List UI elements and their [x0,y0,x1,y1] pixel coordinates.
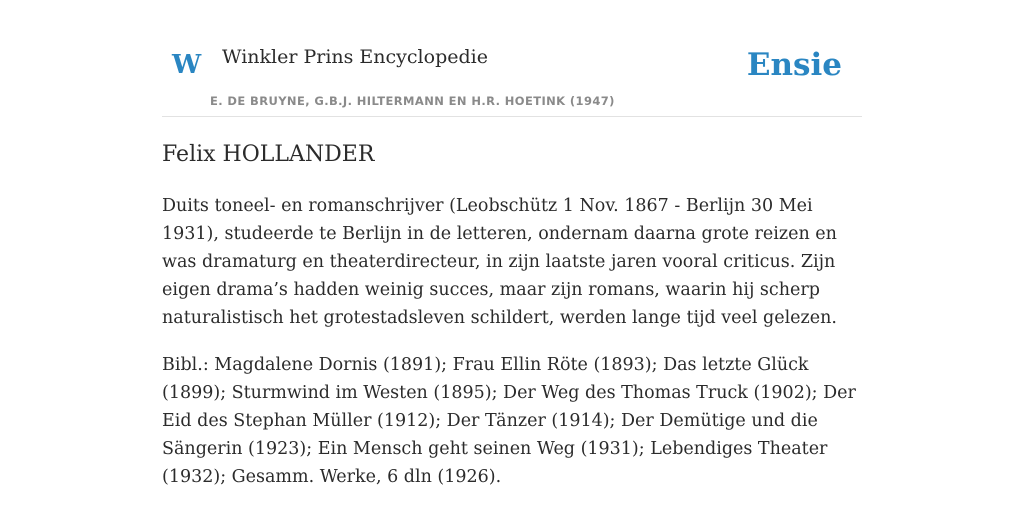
article-paragraph: Duits toneel- en romanschrijver (Leobschütz 1 Nov. 1867 - Berlijn 30 Mei 1931), studeerde te Berlijn in de letteren, ondernam daarna grote reizen en was dramaturg en theaterdirecteur, in zijn laatste jaren vooral criticus. Zijn eigen drama’s hadden weinig succes, maar zijn romans, waarin hij scherp naturalistisch het grotestadsleven schildert, werden lange tijd veel gelezen. [162,196,837,328]
header [162,0,862,117]
ensie-brand-link[interactable]: Ensie [746,47,842,83]
publication-authors: E. DE BRUYNE, G.B.J. HILTERMANN EN H.R. HOETINK (1947) [210,94,615,108]
article-card [162,0,862,512]
bibliography-paragraph: Bibl.: Magdalene Dornis (1891); Frau Ellin Röte (1893); Das letzte Glück (1899); Sturmwind im Westen (1895); Der Weg des Thomas Truck (1902); Der Eid des Stephan Müller (1912); Der Tänzer (1914); Der Demütige und die Sängerin (1923); Ein Mensch geht seinen Weg (1931); Lebendiges Theater (1932); Gesamm. Werke, 6 dln (1926). [162,355,856,487]
page-title: Felix HOLLANDER [162,142,375,167]
publication-title[interactable]: Winkler Prins Encyclopedie [222,46,488,68]
publication-logo-icon[interactable]: W [172,50,202,80]
